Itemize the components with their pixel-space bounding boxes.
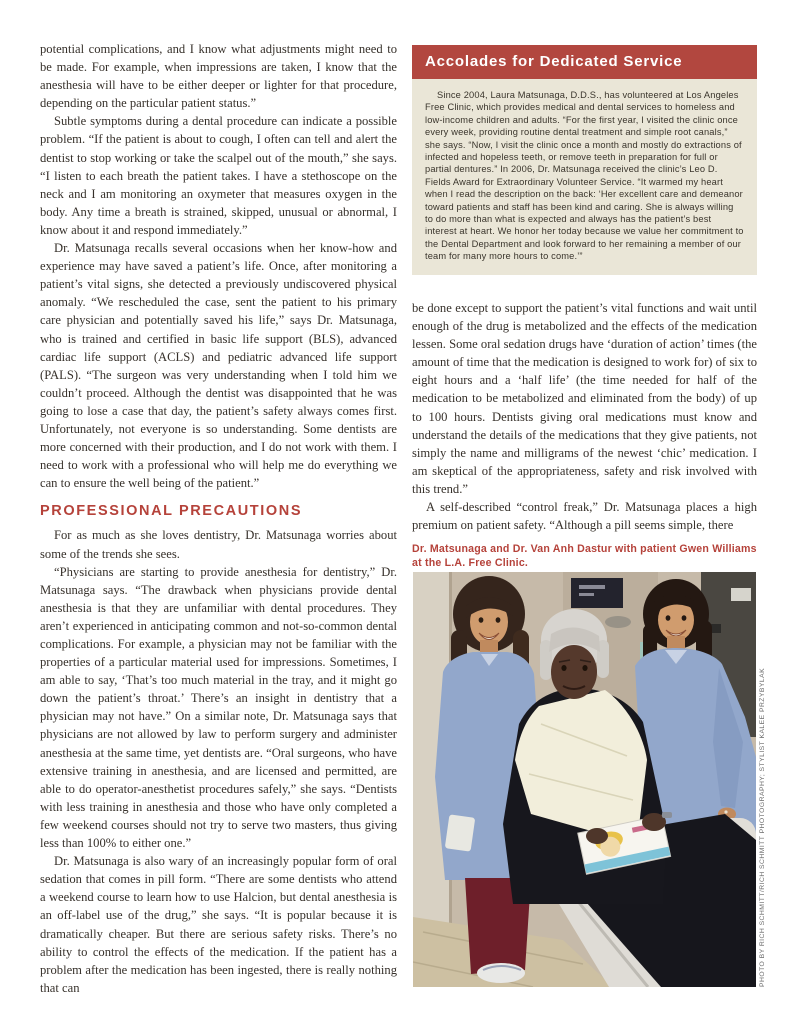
body-paragraph: Subtle symptoms during a dental procedure can indicate a possible problem. “If the patient is about to cough, I often can tell and alert the dentist to stop working or take the scalpel out of the mouth,” she says. “I listen to each breath the patient takes. I have a stethoscope on the neck and I am monitoring an oxymeter that measures oxygen in the body. Any time a breath is strained, skipped, unusual or abnormal, I know about it and respond immediately.” xyxy=(40,114,397,237)
right-column xyxy=(412,299,757,534)
body-paragraph: “Physicians are starting to provide anesthesia for dentistry,” Dr. Matsunaga says. “The drawback when physicians provide dental anesthesia is that they are unfamiliar with dental procedures. They aren’t experienced in anticipating common and not-so-common dental complications. For example, a physician may not be familiar with the properties of a particular material used for impressions. Sometimes, I am able to say, ‘That’s too much material in the tray, and it might go down the patient’s throat.’ There’s an insight in dentistry that a physician may not have.” On a similar note, Dr. Matsunaga says that physicians are not allowed by law to perform surgery and administer anesthesia at the same time, yet dentists are. “Oral surgeons, who have extensive training in anesthesia, and are licensed and permitted, are able to do operator-anesthetist procedures safely,” she says. “Dentists with less training in anesthesia and those who have only completed a few weekend courses should not try to serve two masters, thus giving less than 100% to either one.” xyxy=(40,564,397,851)
sidebar-box-text: Since 2004, Laura Matsunaga, D.D.S., has volunteered at Los Angeles Free Clinic, which provides medical and dental services to homeless and low-income children and adults. “For the first year, I visited the clinic once every week, providing routine dental treatment and simple root canals,” she says. “Now, I visit the clinic once a month and mostly do extractions of infected and hopeless teeth, or remove teeth in preparation for full or partial dentures.” In 2006, Dr. Matsunaga received the clinic’s Leo D. Fields Award for Extraordinary Volunteer Service. “It warmed my heart when I read the description on the back: ‘Her excellent care and demeanor toward patients and staff has been kind and caring. She is always willing to do more than what is expected and always has the patient’s best interest at heart. We honor her today because we value her commitment to the Dental Department and look forward to her remaining a member of our team for many more hours to come.’” xyxy=(425,90,744,262)
accolades-sidebar-box xyxy=(412,45,757,275)
photo-caption: Dr. Matsunaga and Dr. Van Anh Dastur with patient Gwen Williams at the L.A. Free Clinic. xyxy=(412,543,757,569)
body-paragraph: potential complications, and I know what adjustments might need to be made. For example, when impressions are taken, I know that the anesthesia will have to be either deeper or lighter for that procedure, depending on the particular patient status.” xyxy=(40,42,397,111)
clinic-photo xyxy=(413,572,756,987)
body-paragraph: For as much as she loves dentistry, Dr. Matsunaga worries about some of the trends she sees. xyxy=(40,528,397,561)
sidebar-box-title: Accolades for Dedicated Service xyxy=(412,45,757,79)
left-column xyxy=(40,40,397,997)
section-heading: PROFESSIONAL PRECAUTIONS xyxy=(40,503,303,520)
clinic-photo-illustration xyxy=(413,572,756,987)
body-paragraph: Dr. Matsunaga is also wary of an increasingly popular form of oral sedation that comes in pill form. “There are some dentists who attend a weekend course to learn how to use Halcion, but dental anesthesia is an off-label use of the drug,” she says. “It is popular because it is dramatically cheaper. But there are serious safety risks. There’s no ability to control the effects of the medication. If the patient has a problem after the medication has been ingested, there is really nothing that can xyxy=(40,854,397,995)
body-paragraph: A self-described “control freak,” Dr. Matsunaga places a high premium on patient safety. “Although a pill seems simple, there xyxy=(412,500,757,533)
sidebar-box-body xyxy=(412,79,757,275)
body-paragraph: be done except to support the patient’s vital functions and wait until enough of the drug is metabolized and the effects of the medication lessen. Some oral sedation drugs have ‘duration of action’ times (the amount of time that the medication is designed to work for) of six to eight hours and a ‘half life’ (the time needed for half of the medication to be metabolized and eliminated from the body) of up to 100 hours. Dentists giving oral medications must know and understand the details of the medications that they give patients, not simply the name and milligrams of the newest ‘chic’ medication. I am skeptical of the appropriateness, safety and risk involved with this trend.” xyxy=(412,301,757,496)
photo-credit: PHOTO BY RICH SCHMITT/RICH SCHMITT PHOTOGRAPHY; STYLIST KALEE PRZYBYLAK xyxy=(759,667,766,987)
body-paragraph: Dr. Matsunaga recalls several occasions when her know-how and experience may have saved a patient’s life. Once, after monitoring a patient’s vital signs, she detected a previously undiscovered physical anomaly. “We rescheduled the case, sent the patient to his primary care physician and potentially saved his life,” says Dr. Matsunaga, who is trained and certified in basic life support (BLS), advanced cardiac life support (ACLS) and pediatric advanced life support (PALS). “The surgeon was very understanding when I told him we couldn’t proceed. Although the dentist was disappointed that he was going to lose a case that day, the patient’s safety always comes first. Unfortunately, not everyone is so understanding. Some dentists are more concerned with their production, and I do not work with them. I need to work with a professional who will help me do everything we can to ensure the well being of the patient.” xyxy=(40,241,397,491)
